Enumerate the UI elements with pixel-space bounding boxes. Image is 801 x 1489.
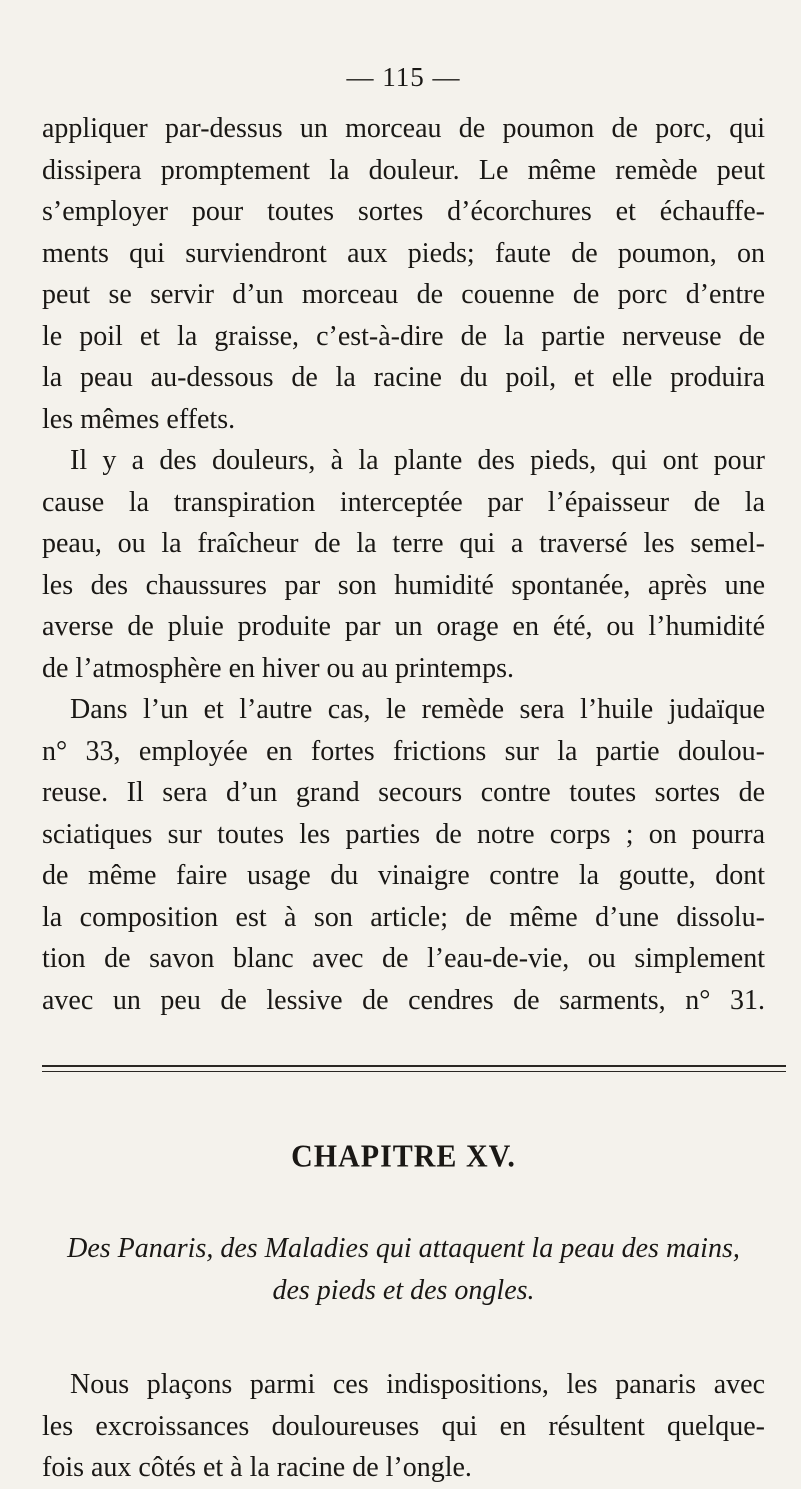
text-line: les mêmes effets. — [42, 403, 236, 435]
text-line: Dans l’un et l’autre cas, le remède sera l’huile judaïque — [70, 694, 765, 725]
subtitle-line: des pieds et des ongles. — [272, 1275, 535, 1306]
chapter-subtitle — [42, 1228, 765, 1312]
text-line: cause la transpiration interceptée par l’épaisseur de la — [42, 486, 765, 518]
text-line: averse de pluie produite par un orage en été, ou l’humidité — [42, 611, 765, 642]
paragraph-2 — [42, 440, 765, 689]
paragraph-1 — [42, 108, 765, 440]
text-line: fois aux côtés et à la racine de l’ongle. — [42, 1452, 472, 1483]
text-line: sciatiques sur toutes les parties de notre corps ; on pourra — [42, 818, 765, 850]
text-line: le poil et la graisse, c’est-à-dire de la partie nerveuse de — [42, 320, 765, 352]
chapter-title: CHAPITRE XV. — [291, 1139, 516, 1174]
text-line: peau, ou la fraîcheur de la terre qui a traversé les semel- — [42, 528, 765, 559]
text-line: Nous plaçons parmi ces indispositions, les panaris avec — [70, 1369, 765, 1400]
text-line: peut se servir d’un morceau de couenne de porc d’entre — [42, 279, 765, 310]
text-line: Il y a des douleurs, à la plante des pieds, qui ont pour — [70, 445, 765, 476]
text-line: les des chaussures par son humidité spontanée, après une — [42, 569, 765, 601]
section-divider — [42, 1065, 786, 1072]
text-line: n° 33, employée en fortes frictions sur la partie doulou- — [42, 735, 765, 767]
text-line: la composition est à son article; de même d’une dissolu- — [42, 901, 765, 933]
text-line: appliquer par-dessus un morceau de poumon de porc, qui — [42, 113, 765, 144]
page-number: — 115 — — [346, 62, 461, 92]
text-line: tion de savon blanc avec de l’eau-de-vie, ou simplement — [42, 943, 765, 974]
text-line: avec un peu de lessive de cendres de sarments, n° 31. — [42, 984, 765, 1016]
text-line: s’employer pour toutes sortes d’écorchures et échauffe- — [42, 196, 765, 227]
chapter-paragraph — [42, 1364, 765, 1489]
text-line: dissipera promptement la douleur. Le même remède peut — [42, 154, 765, 186]
text-line: la peau au-dessous de la racine du poil, et elle produira — [42, 362, 765, 393]
subtitle-line: Des Panaris, des Maladies qui attaquent la peau des mains, — [67, 1233, 740, 1264]
text-line: de même faire usage du vinaigre contre la goutte, dont — [42, 860, 765, 891]
paragraph-3 — [42, 689, 765, 1021]
text-line: les excroissances douloureuses qui en résultent quelque- — [42, 1410, 765, 1442]
text-line: de l’atmosphère en hiver ou au printemps. — [42, 652, 514, 684]
text-line: ments qui surviendront aux pieds; faute de poumon, on — [42, 237, 765, 269]
text-line: reuse. Il sera d’un grand secours contre toutes sortes de — [42, 777, 765, 808]
